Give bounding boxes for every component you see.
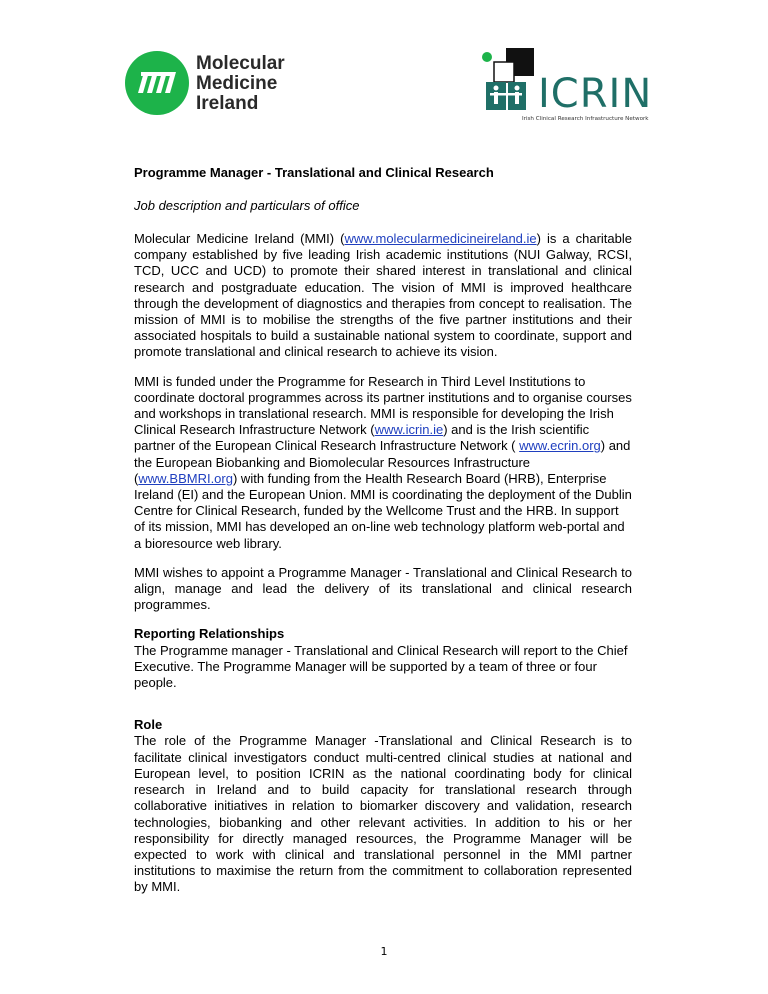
paragraph-funding-text-1: MMI is funded under the Programme for Research in Third Level Institutions to coordinate doctoral programmes across its partner institutions and to organise courses and workshops in translational research. MMI is responsible for developing the Irish Clinical Research Infrastructure Network ( [134, 373, 632, 438]
document-body [134, 165, 632, 909]
icrin-logo-mark-icon [480, 48, 540, 116]
icrin-website-link[interactable]: www.icrin.ie [374, 422, 444, 438]
role-heading: Role [134, 717, 163, 733]
icrin-logo-subtitle: Irish Clinical Research Infrastructure Network [522, 116, 649, 122]
bbmri-website-link[interactable]: www.BBMRI.org [138, 470, 233, 486]
mmi-website-link[interactable]: www.molecularmedicineireland.ie [344, 231, 537, 246]
reporting-text: The Programme manager - Translational and Clinical Research will report to the Chief Executive. The Programme Manager will be supported by a team of three or four people. [134, 642, 628, 691]
document-title: Programme Manager - Translational and Clinical Research [134, 165, 494, 180]
spacer [134, 704, 632, 717]
mmi-logo-line-1: Molecular [196, 53, 285, 74]
icrin-logo-wordmark: ICRIN [538, 71, 653, 117]
paragraph-intro-text-2: ) is a charitable company established by five leading Irish academic institutions (NUI Galway, RCSI, TCD, UCC and UCD) to promote their shared interest in translational and clinical research and postgraduate education. The vision of MMI is improved healthcare through the development of diagnostics and therapies from concept to realisation. The mission of MMI is to mobilise the strengths of the five partner institutions and their associated hospitals to build a sustainable national system to coordinate, support and promote translational and clinical research to achieve its vision. [134, 231, 632, 360]
page-number: 1 [380, 945, 388, 958]
mmi-logo-wordmark [196, 54, 285, 114]
reporting-heading: Reporting Relationships [134, 626, 285, 642]
document-subtitle: Job description and particulars of office [134, 198, 360, 213]
role-text: The role of the Programme Manager -Translational and Clinical Research is to facilitate clinical investigators conduct multi-centred clinical studies at national and European level, to position ICRIN as the national coordinating body for clinical research in Ireland and to build capacity for translational research through collaborative initiatives in relation to biomarker discovery and validation, research technologies, biobanking and other relevant activities. In addition to his or her responsibility for directly managed resources, the Programme Manager will be expected to work with clinical and translational personnel in the MMI partner institutions to maximise the return from the commitment to collaboration represented by MMI. [134, 733, 632, 895]
paragraph-intro-text-1: Molecular Medicine Ireland (MMI) ( [134, 231, 345, 246]
paragraph-funding-text-2: ) and is the Irish scientific partner of the European Clinical Research Infrastructure Network ( [134, 422, 590, 454]
icrin-logo [480, 48, 660, 126]
paragraph-intro [134, 231, 632, 361]
paragraph-funding [134, 374, 632, 552]
mmi-logo [124, 50, 314, 118]
mmi-logo-line-2: Medicine [196, 73, 278, 94]
paragraph-funding-text-3: ) and the European Biobanking and Biomolecular Resources Infrastructure ( [134, 438, 631, 486]
paragraph-funding-text-4: ) with funding from the Health Research Board (HRB), Enterprise Ireland (EI) and the European Union. MMI is coordinating the deployment of the Dublin Centre for Clinical Research, funded by the Wellcome Trust and the HRB. In support of its mission, MMI has developed an on-line web technology platform web-portal and a bioresource web library. [134, 470, 632, 551]
mmi-logo-mark-icon [124, 50, 192, 116]
mmi-logo-line-3: Ireland [196, 93, 259, 114]
paragraph-appointment: MMI wishes to appoint a Programme Manager - Translational and Clinical Research to align, manage and lead the delivery of its translational and clinical research programmes. [134, 564, 632, 613]
ecrin-website-link[interactable]: www.ecrin.org [519, 438, 601, 454]
